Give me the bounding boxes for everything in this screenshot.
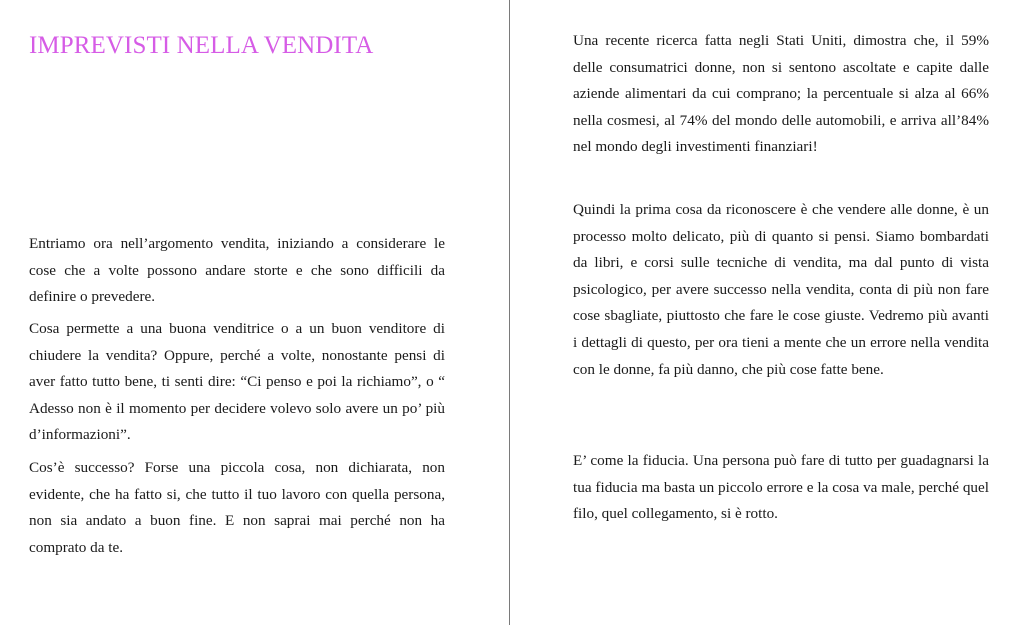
left-paragraph-2: Cosa permette a una buona venditrice o a un buon venditore di chiudere la vendita? Oppure, perché a volte, nonostante pensi di aver fatto tutto bene, ti senti dire: “Ci penso e poi la richiamo”, o “ Adesso non è il momento per decidere volevo solo avere un po’ più d’informazioni”. [29,320,445,444]
left-page [0,0,509,625]
chapter-title: IMPREVISTI NELLA VENDITA [29,32,374,59]
right-page [510,0,1035,625]
right-paragraph-3: E’ come la fiducia. Una persona può fare di tutto per guadagnarsi la tua fiducia ma basta un piccolo errore e la cosa va male, perché quel filo, quel collegamento, si è rotto. [573,452,989,523]
right-paragraph-2: Quindi la prima cosa da riconoscere è che vendere alle donne, è un processo molto delicato, più di quanto si pensi. Siamo bombardati da libri, e corsi sulle tecniche di vendita, ma dal punto di vista psicologico, per avere successo nella vendita, conta di più non fare cose sbagliate, piuttosto che fare le cose giuste. Vedremo più avanti i dettagli di questo, per ora tieni a mente che un errore nella vendita con le donne, fa più danno, che più cose fatte bene. [573,201,989,378]
left-paragraph-1: Entriamo ora nell’argomento vendita, iniziando a considerare le cose che a volte possono andare storte e che sono difficili da definire o prevedere. [29,235,445,306]
left-paragraph-3: Cos’è successo? Forse una piccola cosa, non dichiarata, non evidente, che ha fatto si, che tutto il tuo lavoro con quella persona, non sia andato a buon fine. E non saprai mai perché non ha comprato da te. [29,459,445,556]
right-paragraph-1: Una recente ricerca fatta negli Stati Uniti, dimostra che, il 59% delle consumatrici donne, non si sentono ascoltate e capite dalle aziende alimentari da cui comprano; la percentuale si alza al 66% nella cosmesi, al 74% del mondo delle automobili, e arriva all’84% nel mondo degli investimenti finanziari! [573,32,989,156]
